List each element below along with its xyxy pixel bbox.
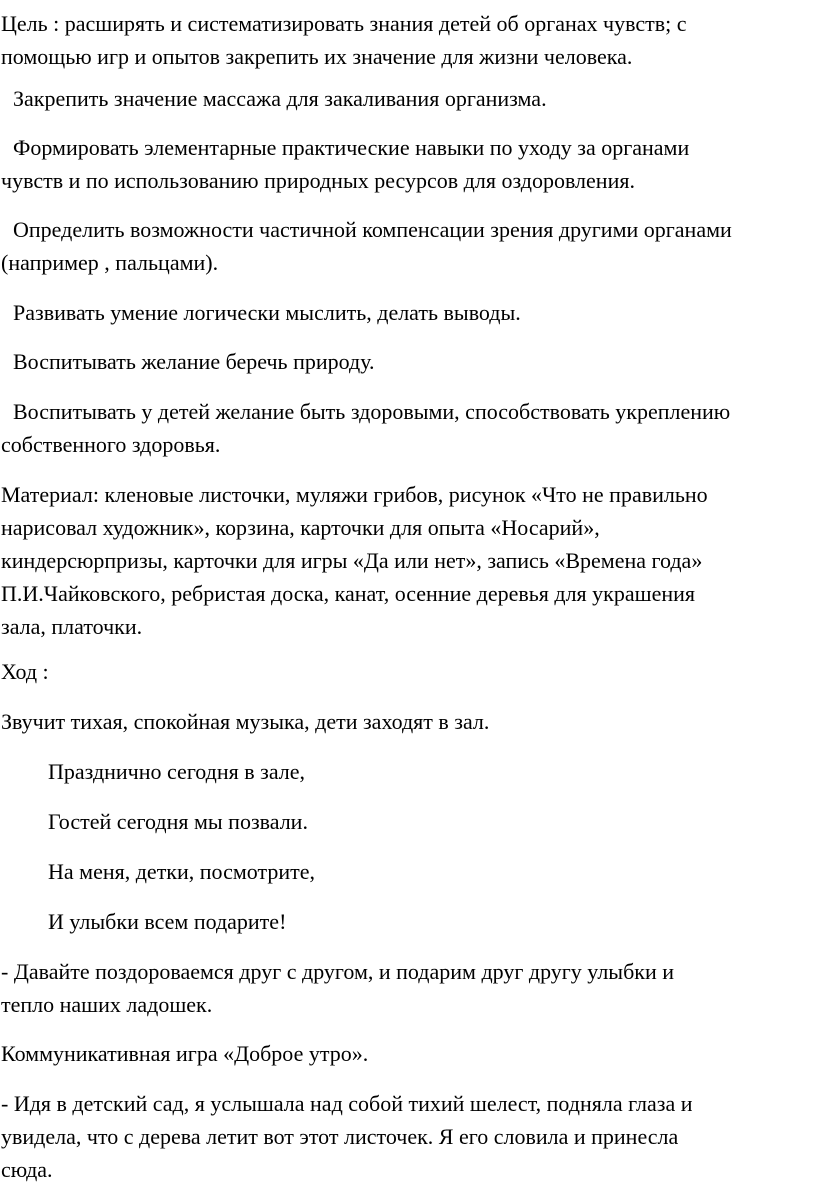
paragraph-course xyxy=(1,655,813,688)
paragraph-leaf xyxy=(1,1087,813,1186)
text-line: чувств и по использованию природных ресурсов для оздоровления. xyxy=(1,168,635,193)
text-line: - Идя в детский сад, я услышала над собой тихий шелест, подняла глаза и xyxy=(1,1091,693,1116)
paragraph-greeting xyxy=(1,955,813,1021)
text-line: Гостей сегодня мы позвали. xyxy=(48,809,308,834)
text-line: - Давайте поздороваемся друг с другом, и подарим друг другу улыбки и xyxy=(1,959,675,984)
paragraph-material xyxy=(1,478,813,643)
poem-line-3 xyxy=(48,855,816,888)
paragraph-nature xyxy=(13,345,816,378)
paragraph-compensation-cont xyxy=(1,246,813,279)
text-line: зала, платочки. xyxy=(1,614,143,639)
paragraph-skills-cont xyxy=(1,164,813,197)
text-line: Ход : xyxy=(1,659,49,684)
text-line: Воспитывать желание беречь природу. xyxy=(13,349,375,374)
paragraph-music xyxy=(1,705,813,738)
paragraph-health-cont xyxy=(1,428,813,461)
paragraph-game xyxy=(1,1037,813,1070)
text-line: Формировать элементарные практические навыки по уходу за органами xyxy=(13,135,690,160)
text-line: Цель : расширять и систематизировать знания детей об органах чувств; с xyxy=(1,11,687,36)
paragraph-compensation xyxy=(13,213,816,246)
text-line: собственного здоровья. xyxy=(1,432,221,457)
text-line: Звучит тихая, спокойная музыка, дети заходят в зал. xyxy=(1,709,490,734)
text-line: Коммуникативная игра «Доброе утро». xyxy=(1,1041,369,1066)
text-line: П.И.Чайковского, ребристая доска, канат, осенние деревья для украшения xyxy=(1,581,695,606)
text-line: Празднично сегодня в зале, xyxy=(48,759,306,784)
paragraph-goal xyxy=(1,7,813,73)
text-line: сюда. xyxy=(1,1157,53,1182)
paragraph-massage xyxy=(13,82,816,115)
text-line: увидела, что с дерева летит вот этот листочек. Я его словила и принесла xyxy=(1,1124,679,1149)
text-line: Определить возможности частичной компенсации зрения другими органами xyxy=(13,217,732,242)
text-line: (например , пальцами). xyxy=(1,250,219,275)
text-line: помощью игр и опытов закрепить их значение для жизни человека. xyxy=(1,44,633,69)
text-line: На меня, детки, посмотрите, xyxy=(48,859,316,884)
paragraph-health xyxy=(13,395,816,428)
poem-line-2 xyxy=(48,805,816,838)
text-line: тепло наших ладошек. xyxy=(1,992,213,1017)
text-line: киндерсюрпризы, карточки для игры «Да или нет», запись «Времена года» xyxy=(1,548,703,573)
text-line: нарисовал художник», корзина, карточки для опыта «Носарий», xyxy=(1,515,600,540)
poem-line-1 xyxy=(48,755,816,788)
text-line: И улыбки всем подарите! xyxy=(48,909,287,934)
text-line: Материал: кленовые листочки, муляжи грибов, рисунок «Что не правильно xyxy=(1,482,708,507)
poem-line-4 xyxy=(48,905,816,938)
text-line: Развивать умение логически мыслить, делать выводы. xyxy=(13,300,521,325)
text-line: Воспитывать у детей желание быть здоровыми, способствовать укреплению xyxy=(13,399,731,424)
paragraph-logic xyxy=(13,296,816,329)
paragraph-skills xyxy=(13,131,816,164)
text-line: Закрепить значение массажа для закаливания организма. xyxy=(13,86,547,111)
